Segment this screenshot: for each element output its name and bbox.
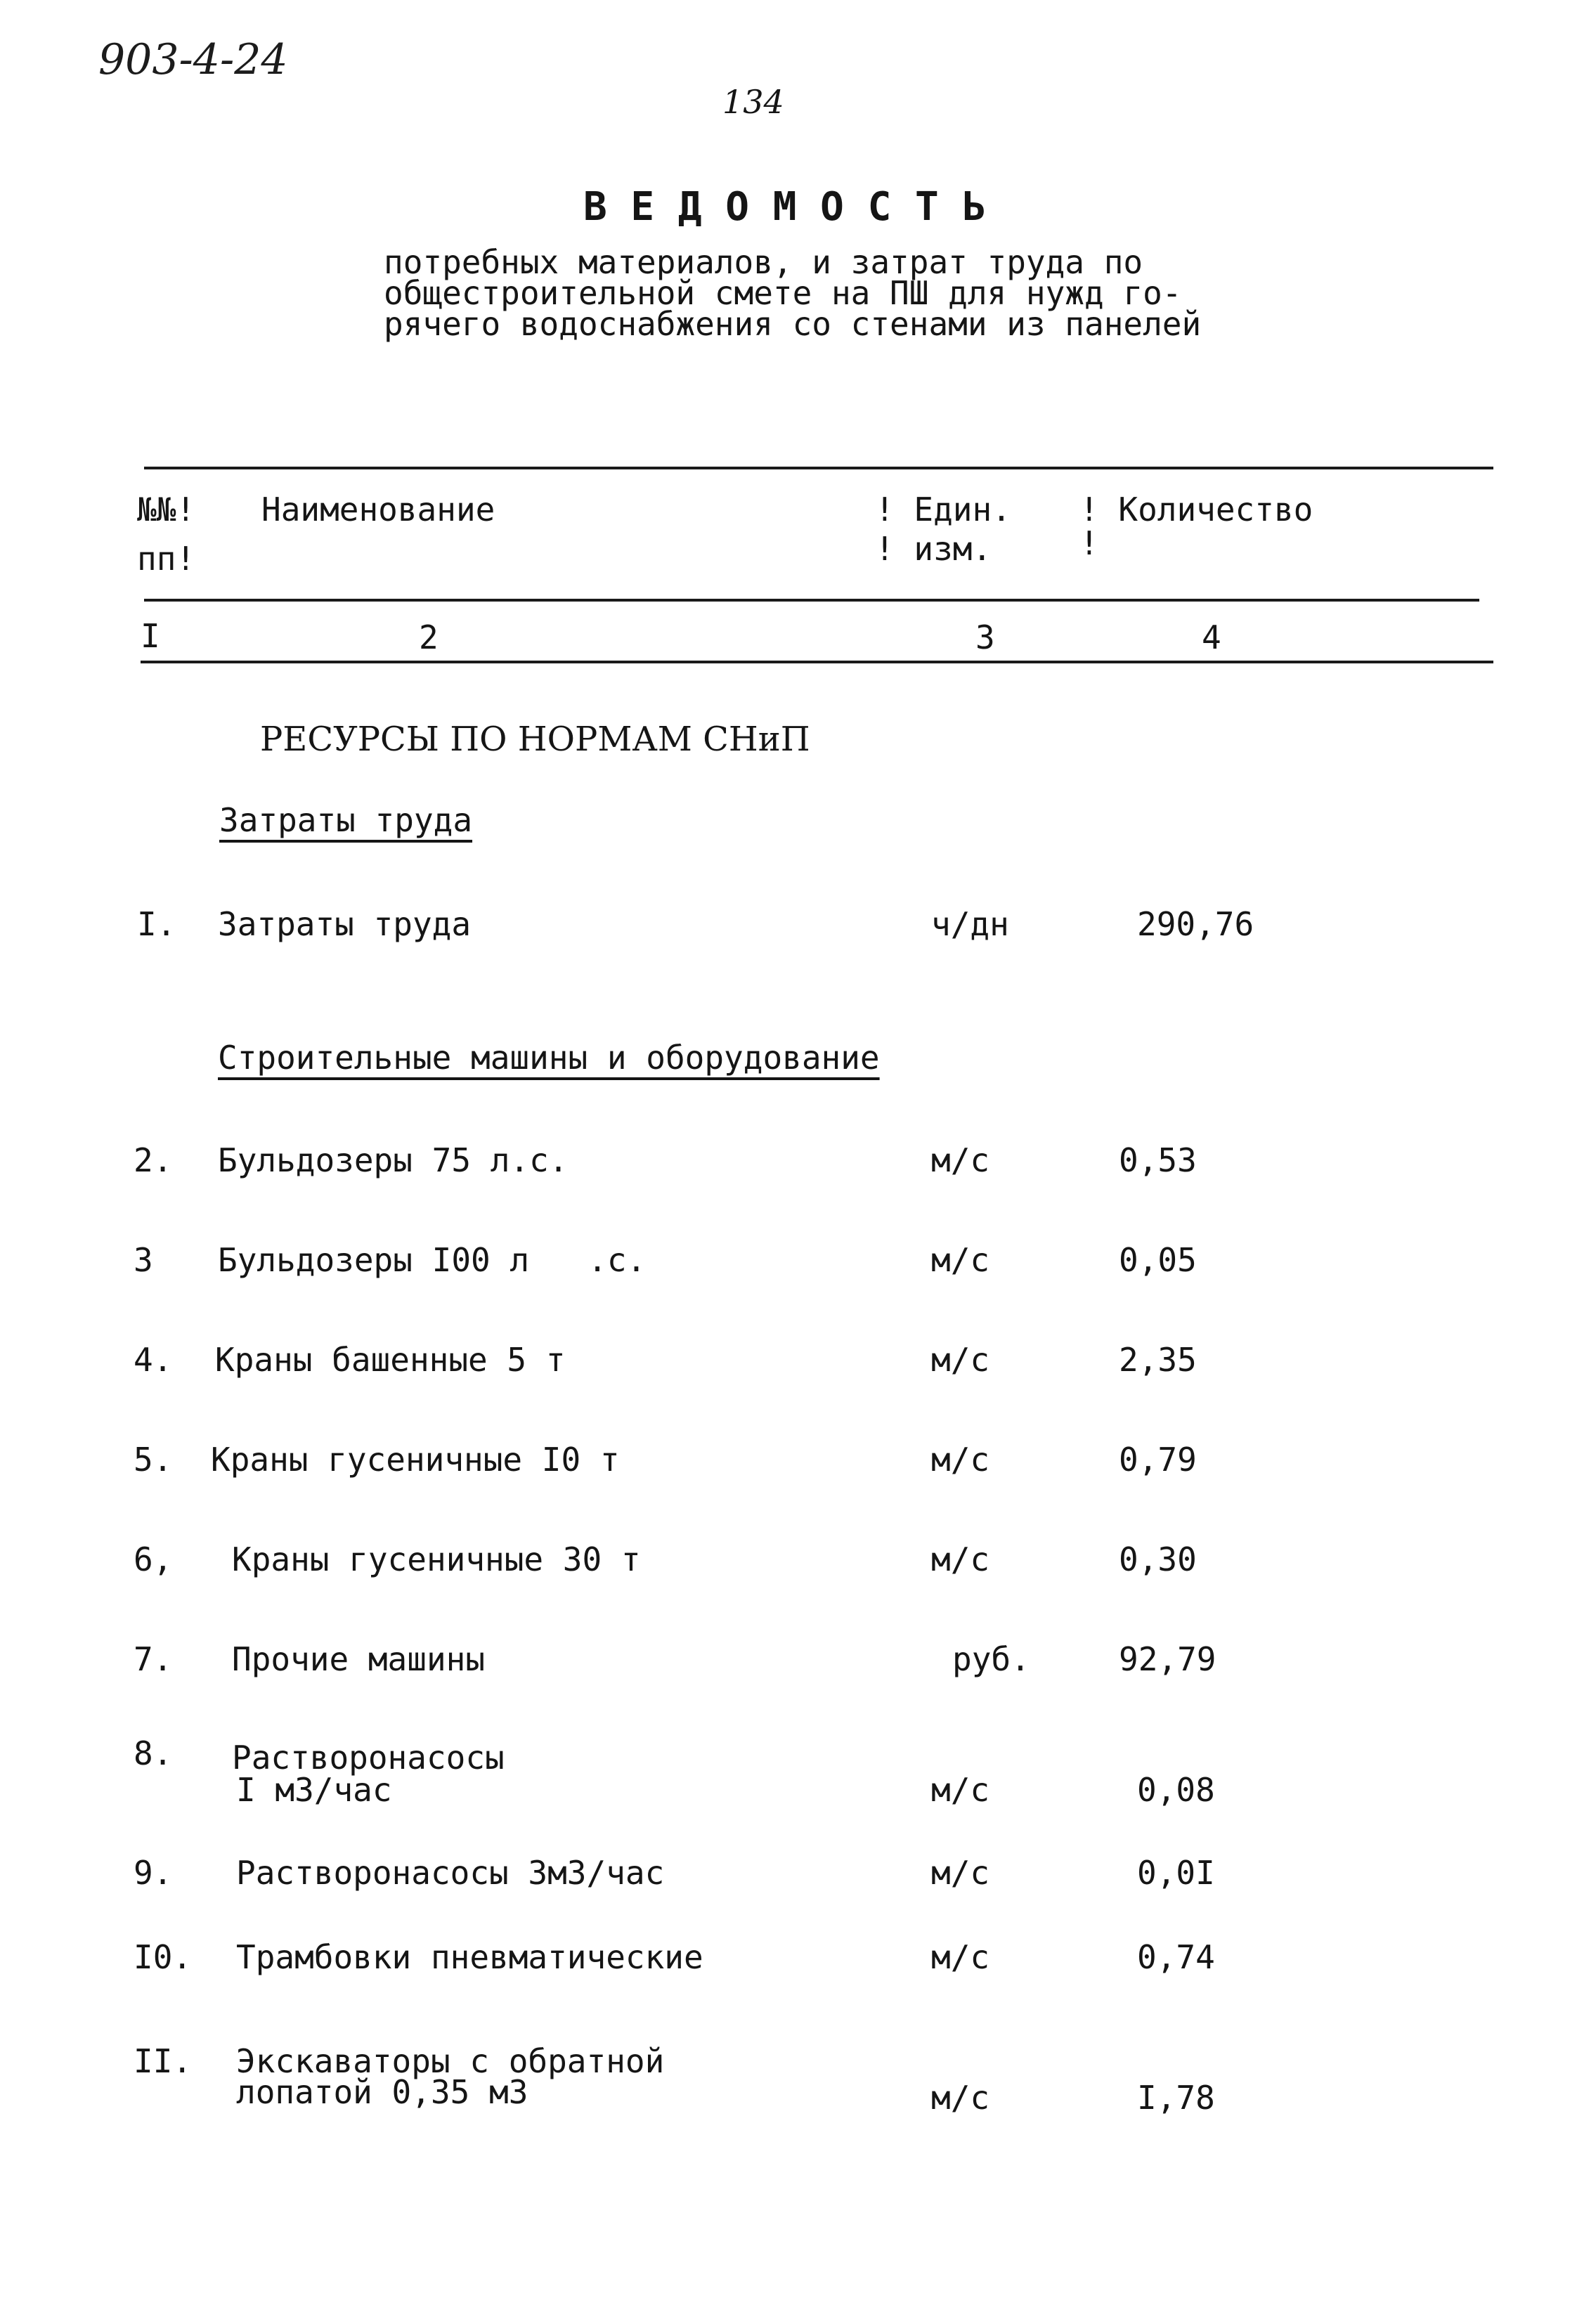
row-number: 3 [134, 1241, 153, 1279]
row-quantity: 92,79 [1119, 1640, 1216, 1678]
column-number-1: I [141, 617, 160, 655]
header-separator-rule [144, 599, 1479, 602]
row-name: Растворонасосы 3м3/час [236, 1854, 665, 1892]
row-name: Экскаваторы с обратной [236, 2042, 665, 2080]
row-name: Прочие машины [232, 1640, 486, 1678]
table-top-rule [144, 467, 1493, 469]
row-unit: м/с [931, 1441, 990, 1479]
header-num-line1: №№! [137, 491, 196, 528]
row-number: I0. [134, 1938, 193, 1976]
header-unit-line2: ! изм. [875, 530, 992, 568]
row-quantity: 290,76 [1137, 905, 1254, 943]
row-name: Бульдозеры 75 л.с. [218, 1141, 569, 1179]
row-unit: м/с [931, 1141, 990, 1179]
row-number: 8. [134, 1734, 173, 1772]
row-name: Бульдозеры I00 л .с. [218, 1241, 647, 1279]
row-number: I. [137, 905, 176, 943]
row-unit: м/с [931, 1341, 990, 1379]
row-name: Растворонасосы [232, 1739, 505, 1777]
row-quantity: 0,53 [1119, 1141, 1197, 1179]
row-number: II. [134, 2042, 193, 2080]
row-number: 5. [134, 1441, 173, 1479]
row-quantity: 0,05 [1119, 1241, 1197, 1279]
header-bottom-rule [141, 661, 1493, 663]
subtitle-line: общестроительной смете на ПШ для нужд го- [384, 274, 1182, 312]
row-number: 7. [134, 1640, 173, 1678]
row-unit: м/с [931, 1854, 990, 1892]
header-qty-line2: ! [1079, 524, 1099, 562]
column-number-2: 2 [419, 618, 439, 656]
row-unit: руб. [952, 1640, 1030, 1678]
row-unit: м/с [931, 1938, 990, 1976]
row-unit: м/с [931, 1241, 990, 1279]
document-title: В Е Д О М О С Т Ь [583, 184, 987, 230]
row-number: 9. [134, 1854, 173, 1892]
subtitle-line: рячего водоснабжения со стенами из панелей [384, 305, 1202, 343]
section-title: РЕСУРСЫ ПО НОРМАМ СНиП [260, 720, 810, 759]
row-quantity: 0,08 [1137, 1771, 1215, 1809]
row-quantity: 0,79 [1119, 1441, 1197, 1479]
row-name: Трамбовки пневматические [236, 1938, 703, 1976]
row-unit: ч/дн [931, 905, 1009, 943]
row-name: Краны гусеничные 30 т [232, 1540, 641, 1578]
row-quantity: 2,35 [1119, 1341, 1197, 1379]
page-number: 134 [722, 83, 784, 121]
row-quantity: 0,30 [1119, 1540, 1197, 1578]
row-unit: м/с [931, 1540, 990, 1578]
column-number-3: 3 [975, 618, 995, 656]
header-num-line2: пп! [137, 540, 196, 578]
document-code: 903-4-24 [98, 35, 288, 84]
group-title-machines: Строительные машины и оборудование [218, 1039, 880, 1077]
row-number: 2. [134, 1141, 173, 1179]
row-unit: м/с [931, 1771, 990, 1809]
row-number: 6, [134, 1540, 173, 1578]
subtitle-line: потребных материалов, и затрат труда по [384, 243, 1143, 281]
column-number-4: 4 [1202, 618, 1221, 656]
group-title-labour: Затраты труда [219, 801, 473, 839]
row-unit: м/с [931, 2079, 990, 2117]
row-quantity: I,78 [1137, 2079, 1215, 2117]
header-unit-line1: ! Един. [875, 491, 1011, 528]
row-name: Краны башенные 5 т [215, 1341, 566, 1379]
row-quantity: 0,74 [1137, 1938, 1215, 1976]
row-name-continued: I м3/час [236, 1771, 392, 1809]
row-name: Краны гусеничные I0 т [211, 1441, 620, 1479]
header-qty-line1: ! Количество [1079, 491, 1313, 528]
row-quantity: 0,0I [1137, 1854, 1215, 1892]
header-name: Наименование [261, 491, 495, 528]
row-name-continued: лопатой 0,35 м3 [236, 2073, 528, 2111]
row-number: 4. [134, 1341, 173, 1379]
row-name: Затраты труда [218, 905, 472, 943]
